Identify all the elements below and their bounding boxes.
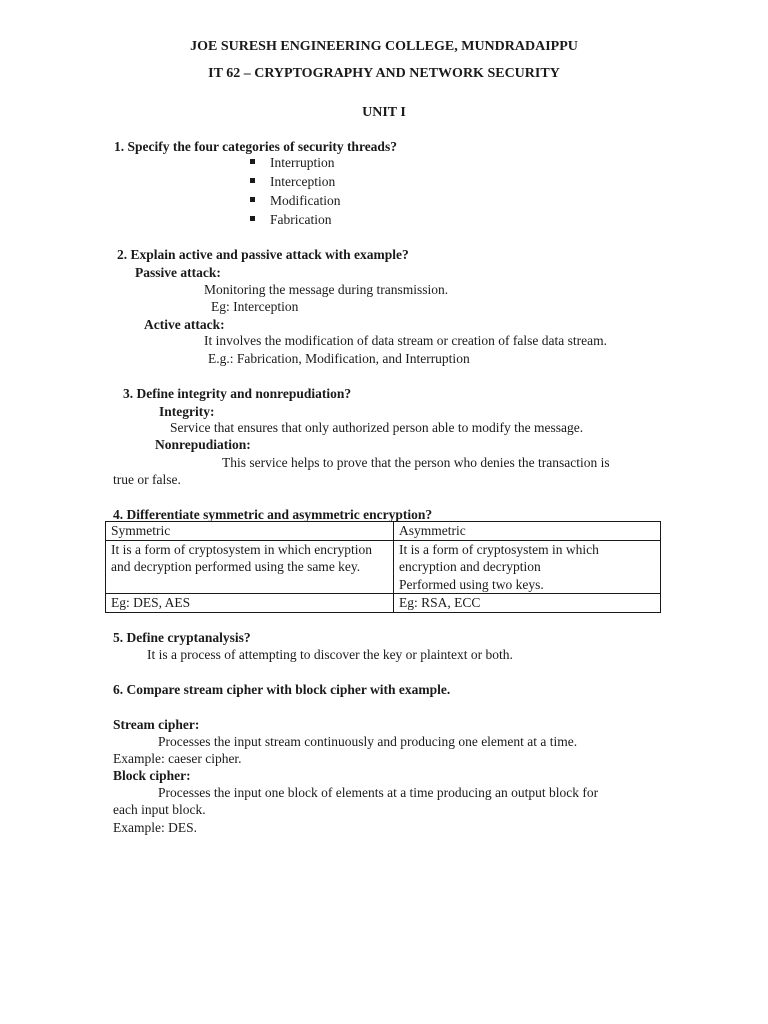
stream-cipher-text: Processes the input stream continuously and producing one element at a time. (158, 734, 578, 749)
integrity-text: Service that ensures that only authorized person able to modify the message. (170, 420, 584, 435)
table-cell: Eg: DES, AES (106, 594, 394, 613)
list-item: Modification (270, 193, 341, 208)
bullet-square-icon (250, 159, 255, 164)
course-title: IT 62 – CRYPTOGRAPHY AND NETWORK SECURITY (208, 66, 560, 81)
table-header-cell: Symmetric (106, 522, 394, 541)
nonrepudiation-text-continued: true or false. (113, 472, 181, 487)
college-name: JOE SURESH ENGINEERING COLLEGE, MUNDRADAIPPU (190, 39, 578, 54)
list-item: Fabrication (270, 212, 332, 227)
question-3: 3. Define integrity and nonrepudiation? (123, 386, 352, 401)
question-2: 2. Explain active and passive attack with example? (117, 247, 409, 262)
block-cipher-example: Example: DES. (113, 820, 197, 835)
block-cipher-text-continued: each input block. (113, 802, 206, 817)
cryptanalysis-answer: It is a process of attempting to discover the key or plaintext or both. (147, 647, 513, 662)
active-attack-example: E.g.: Fabrication, Modification, and Interruption (208, 351, 470, 366)
table-cell (394, 540, 661, 594)
question-5: 5. Define cryptanalysis? (113, 630, 251, 645)
question-4: 4. Differentiate symmetric and asymmetric encryption? (113, 507, 433, 522)
list-item: Interruption (270, 155, 335, 170)
stream-cipher-heading: Stream cipher: (113, 717, 200, 732)
question-1: 1. Specify the four categories of security threads? (114, 139, 397, 154)
stream-cipher-example: Example: caeser cipher. (113, 751, 242, 766)
table-header-cell: Asymmetric (394, 522, 661, 541)
nonrepudiation-text: This service helps to prove that the person who denies the transaction is (222, 455, 610, 470)
table-row (106, 540, 661, 594)
table-row (106, 594, 661, 613)
bullet-square-icon (250, 216, 255, 221)
table-header-row (106, 522, 661, 541)
active-attack-heading: Active attack: (144, 317, 225, 332)
encryption-comparison-table (105, 521, 661, 613)
table-cell: Eg: RSA, ECC (394, 594, 661, 613)
bullet-square-icon (250, 178, 255, 183)
passive-attack-text: Monitoring the message during transmission. (204, 282, 449, 297)
list-item: Interception (270, 174, 336, 189)
passive-attack-example: Eg: Interception (211, 299, 299, 314)
passive-attack-heading: Passive attack: (135, 265, 221, 280)
table-cell-line: It is a form of cryptosystem in which encryption and decryption (399, 541, 599, 574)
unit-title: UNIT I (362, 105, 406, 120)
active-attack-text: It involves the modification of data stream or creation of false data stream. (204, 333, 607, 348)
table-cell-line: Performed using two keys. (399, 576, 544, 592)
question-6: 6. Compare stream cipher with block cipher with example. (113, 682, 451, 697)
block-cipher-heading: Block cipher: (113, 768, 191, 783)
nonrepudiation-heading: Nonrepudiation: (155, 437, 251, 452)
bullet-square-icon (250, 197, 255, 202)
table-cell: It is a form of cryptosystem in which encryption and decryption performed using the same key. (106, 540, 394, 594)
integrity-heading: Integrity: (159, 404, 215, 419)
block-cipher-text: Processes the input one block of elements at a time producing an output block for (158, 785, 599, 800)
